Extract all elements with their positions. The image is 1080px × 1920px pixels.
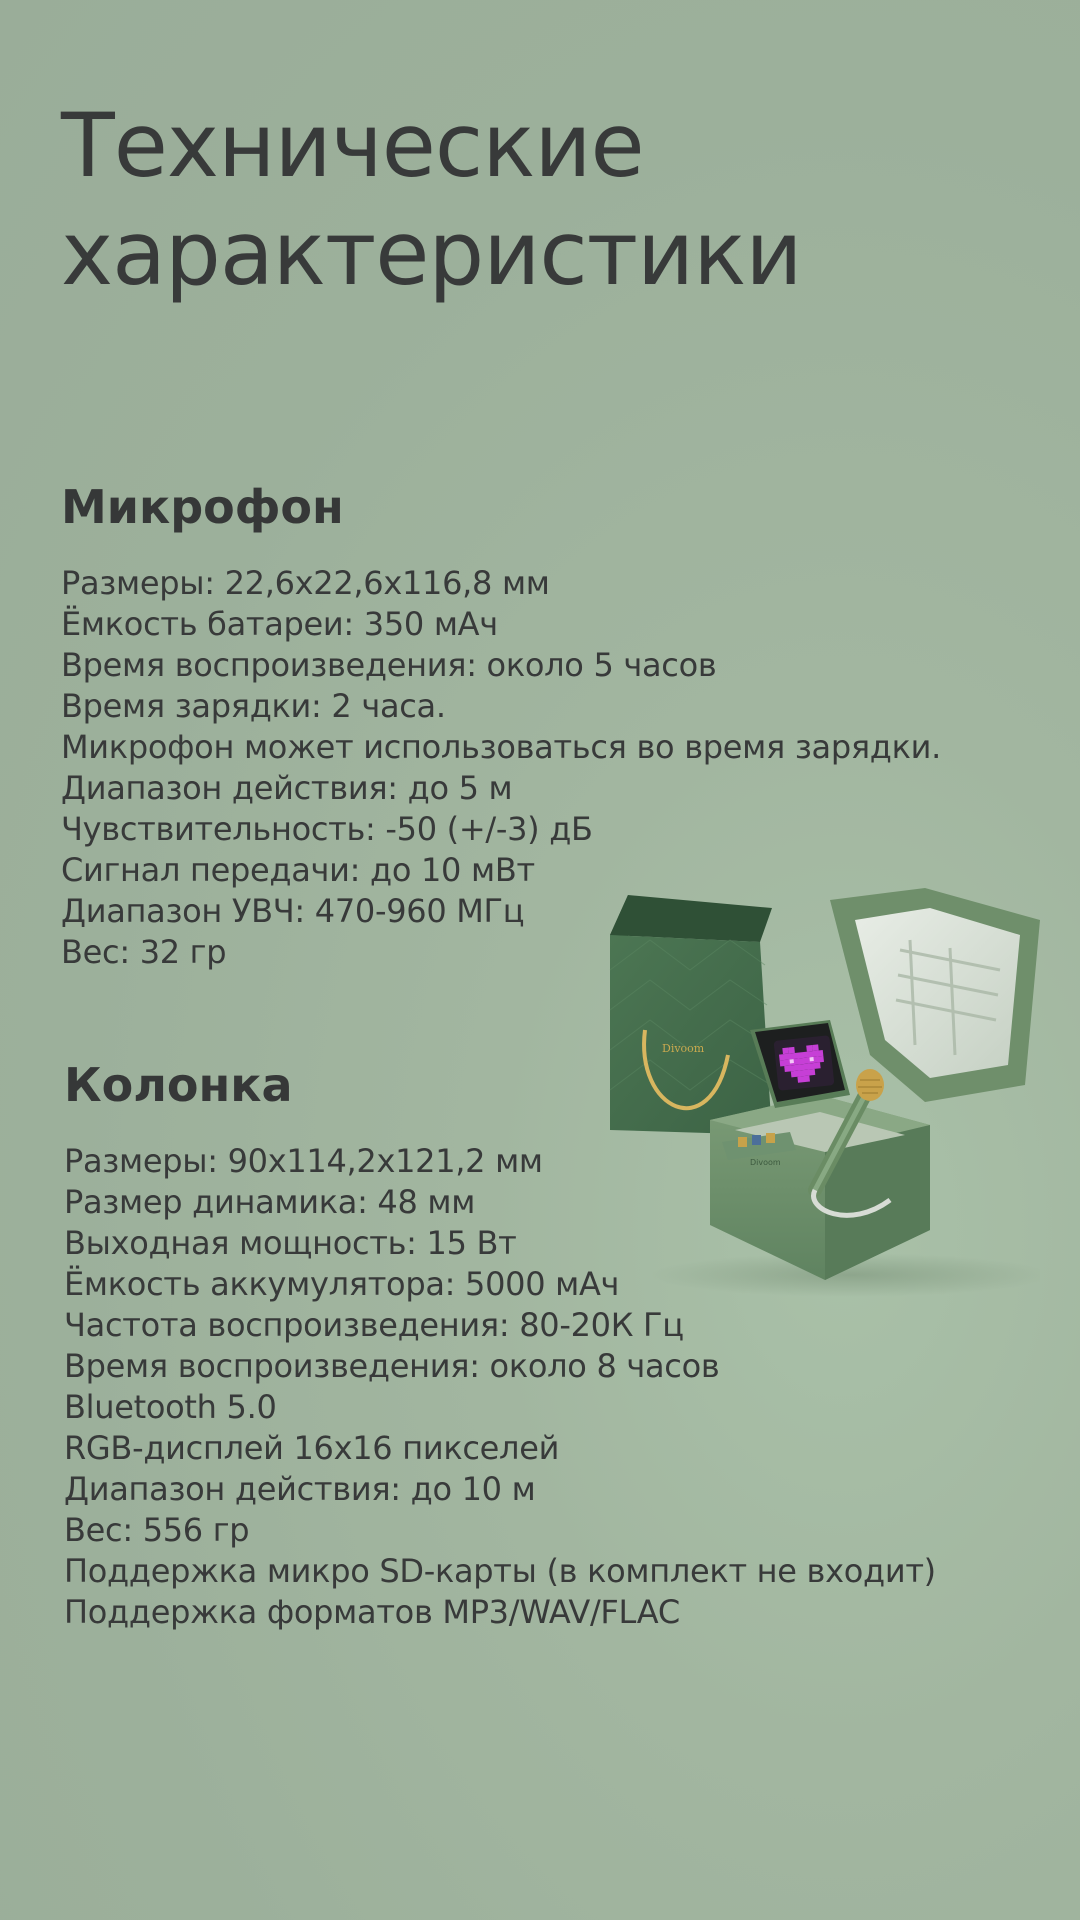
- speaker-spec-item: Вес: 556 гр: [64, 1511, 250, 1549]
- bag-inside: [610, 895, 772, 942]
- gift-bag: [610, 895, 772, 1135]
- microphone-spec-item: Ёмкость батареи: 350 мАч: [61, 605, 498, 643]
- bag-front: [610, 935, 772, 1135]
- speaker-key: [738, 1137, 747, 1147]
- speaker-spec-item: Частота воспроизведения: 80-20К Гц: [64, 1306, 684, 1344]
- microphone-spec-item: Чувствительность: -50 (+/-3) дБ: [61, 810, 593, 848]
- box-lid: [830, 888, 1040, 1102]
- speaker-spec-item: Время воспроизведения: около 8 часов: [64, 1347, 720, 1385]
- speaker-key: [752, 1135, 761, 1145]
- microphone-spec-item: Вес: 32 гр: [61, 933, 227, 971]
- product-image: [600, 880, 1040, 1300]
- microphone-spec-item: Диапазон действия: до 5 м: [61, 769, 513, 807]
- speaker-spec-item: Размер динамика: 48 мм: [64, 1183, 476, 1221]
- microphone-spec-item: Время зарядки: 2 часа.: [61, 687, 446, 725]
- speaker-key: [766, 1133, 775, 1143]
- speaker-spec-item: Ёмкость аккумулятора: 5000 мАч: [64, 1265, 620, 1303]
- page-title: Технические характеристики: [61, 94, 802, 305]
- speaker-spec-item: Поддержка микро SD-карты (в комплект не входит): [64, 1552, 936, 1590]
- microphone-spec-item: Диапазон УВЧ: 470-960 МГц: [61, 892, 525, 930]
- speaker-spec-item: Размеры: 90х114,2х121,2 мм: [64, 1142, 543, 1180]
- speaker-heading: Колонка: [64, 1058, 293, 1112]
- microphone-spec-item: Размеры: 22,6х22,6х116,8 мм: [61, 564, 550, 602]
- microphone-spec-item: Сигнал передачи: до 10 мВт: [61, 851, 535, 889]
- microphone-heading: Микрофон: [61, 480, 344, 534]
- speaker-logo: Divoom: [750, 1158, 781, 1167]
- speaker-spec-item: Bluetooth 5.0: [64, 1388, 277, 1426]
- microphone-spec-item: Время воспроизведения: около 5 часов: [61, 646, 717, 684]
- speaker-spec-item: RGB-дисплей 16х16 пикселей: [64, 1429, 560, 1467]
- speaker-spec-item: Поддержка форматов MP3/WAV/FLAC: [64, 1593, 680, 1631]
- microphone-spec-item: Микрофон может использоваться во время зарядки.: [61, 728, 942, 766]
- speaker-spec-item: Выходная мощность: 15 Вт: [64, 1224, 517, 1262]
- speaker-spec-item: Диапазон действия: до 10 м: [64, 1470, 536, 1508]
- bag-logo: Divoom: [662, 1042, 705, 1055]
